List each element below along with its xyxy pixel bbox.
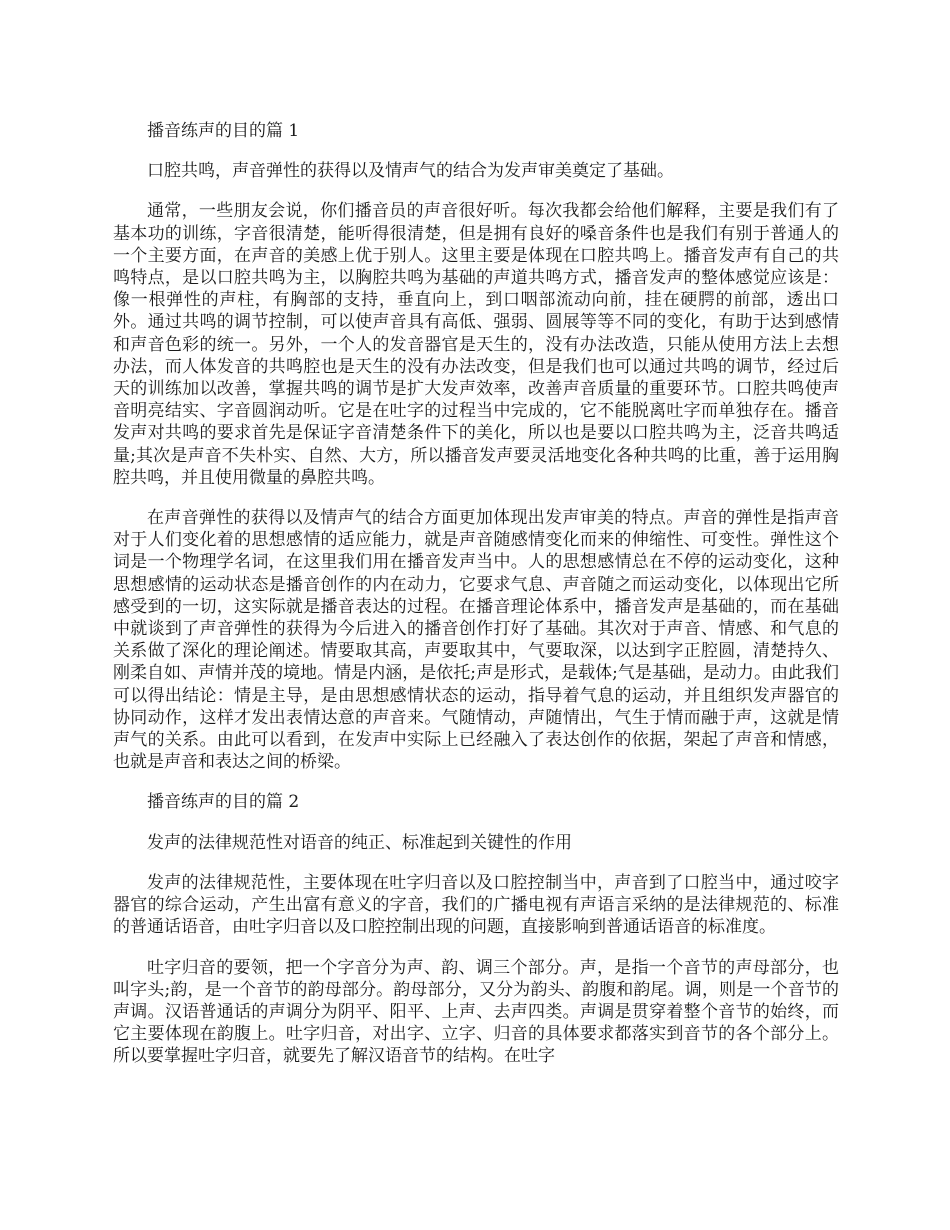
document-page: [113, 120, 839, 1086]
section-2-paragraph-1: 发声的法律规范性对语音的纯正、标准起到关键性的作用: [147, 832, 572, 853]
section-2-heading: 播音练声的目的篇 2: [147, 792, 300, 813]
section-2-paragraph-3: 吐字归音的要领，把一个字音分为声、韵、调三个部分。声，是指一个音节的声母部分，也叫字头;韵，是一个音节的韵母部分。韵母部分，又分为韵头、韵腹和韵尾。调，则是一个音节的声调。汉语普通话的声调分为阴平、阳平、上声、去声四类。声调是贯穿着整个音节的始终，而它主要体现在韵腹上。吐字归音，对出字、立字、归音的具体要求都落实到音节的各个部分上。所以要掌握吐字归音，就要先了解汉语音节的结构。在吐字: [113, 957, 839, 1067]
section-1-paragraph-3: 在声音弹性的获得以及情声气的结合方面更加体现出发声审美的特点。声音的弹性是指声音对于人们变化着的思想感情的适应能力，就是声音随感情变化而来的伸缩性、可变性。弹性这个词是一个物理学名词，在这里我们用在播音发声当中。人的思想感情总在不停的运动变化，这种思想感情的运动状态是播音创作的内在动力，它要求气息、声音随之而运动变化，以体现出它所感受到的一切，这实际就是播音表达的过程。在播音理论体系中，播音发声是基础的，而在基础中就谈到了声音弹性的获得为今后进入的播音创作打好了基础。其次对于声音、情感、和气息的关系做了深化的理论阐述。情要取其高，声要取其中，气要取深，以达到字正腔圆，清楚持久、刚柔自如、声情并茂的境地。情是内涵，是依托;声是形式，是载体;气是基础，是动力。由此我们可以得出结论：情是主导，是由思想感情状态的运动，指导着气息的运动，并且组织发声器官的协同动作，这样才发出表情达意的声音来。气随情动，声随情出，气生于情而融于声，这就是情声气的关系。由此可以看到，在发声中实际上已经融入了表达创作的依据，架起了声音和情感，也就是声音和表达之间的桥梁。: [113, 508, 840, 773]
section-1-paragraph-2: 通常，一些朋友会说，你们播音员的声音很好听。每次我都会给他们解释，主要是我们有了基本功的训练，字音很清楚，能听得很清楚，但是拥有良好的嗓音条件也是我们有别于普通人的一个主要方面，在声音的美感上优于别人。这里主要是体现在口腔共鸣上。播音发声有自己的共鸣特点，是以口腔共鸣为主，以胸腔共鸣为基础的声道共鸣方式，播音发声的整体感觉应该是：像一根弹性的声柱，有胸部的支持，垂直向上，到口咽部流动向前，挂在硬腭的前部，透出口外。通过共鸣的调节控制，可以使声音具有高低、强弱、圆展等等不同的变化，有助于达到感情和声音色彩的统一。另外，一个人的发音器官是天生的，没有办法改造，只能从使用方法上去想办法，而人体发音的共鸣腔也是天生的没有办法改变，但是我们也可以通过共鸣的调节，经过后天的训练加以改善，掌握共鸣的调节是扩大发声效率，改善声音质量的重要环节。口腔共鸣使声音明亮结实、字音圆润动听。它是在吐字的过程当中完成的，它不能脱离吐字而单独存在。播音发声对共鸣的要求首先是保证字音清楚条件下的美化，所以也是要以口腔共鸣为主，泛音共鸣适量;其次是声音不失朴实、自然、大方，所以播音发声要灵活地变化各种共鸣的比重，善于运用胸腔共鸣，并且使用微量的鼻腔共鸣。: [113, 201, 839, 488]
section-1-heading: 播音练声的目的篇 1: [147, 121, 300, 141]
section-2-paragraph-2: 发声的法律规范性，主要体现在吐字归音以及口腔控制当中，声音到了口腔当中，通过咬字器官的综合运动，产生出富有意义的字音，我们的广播电视有声语言采纳的是法律规范的、标准的普通话语音，由吐字归音以及口腔控制出现的问题，直接影响到普通话语音的标准度。: [113, 872, 839, 938]
section-1-paragraph-1: 口腔共鸣，声音弹性的获得以及情声气的结合为发声审美奠定了基础。: [147, 161, 674, 182]
